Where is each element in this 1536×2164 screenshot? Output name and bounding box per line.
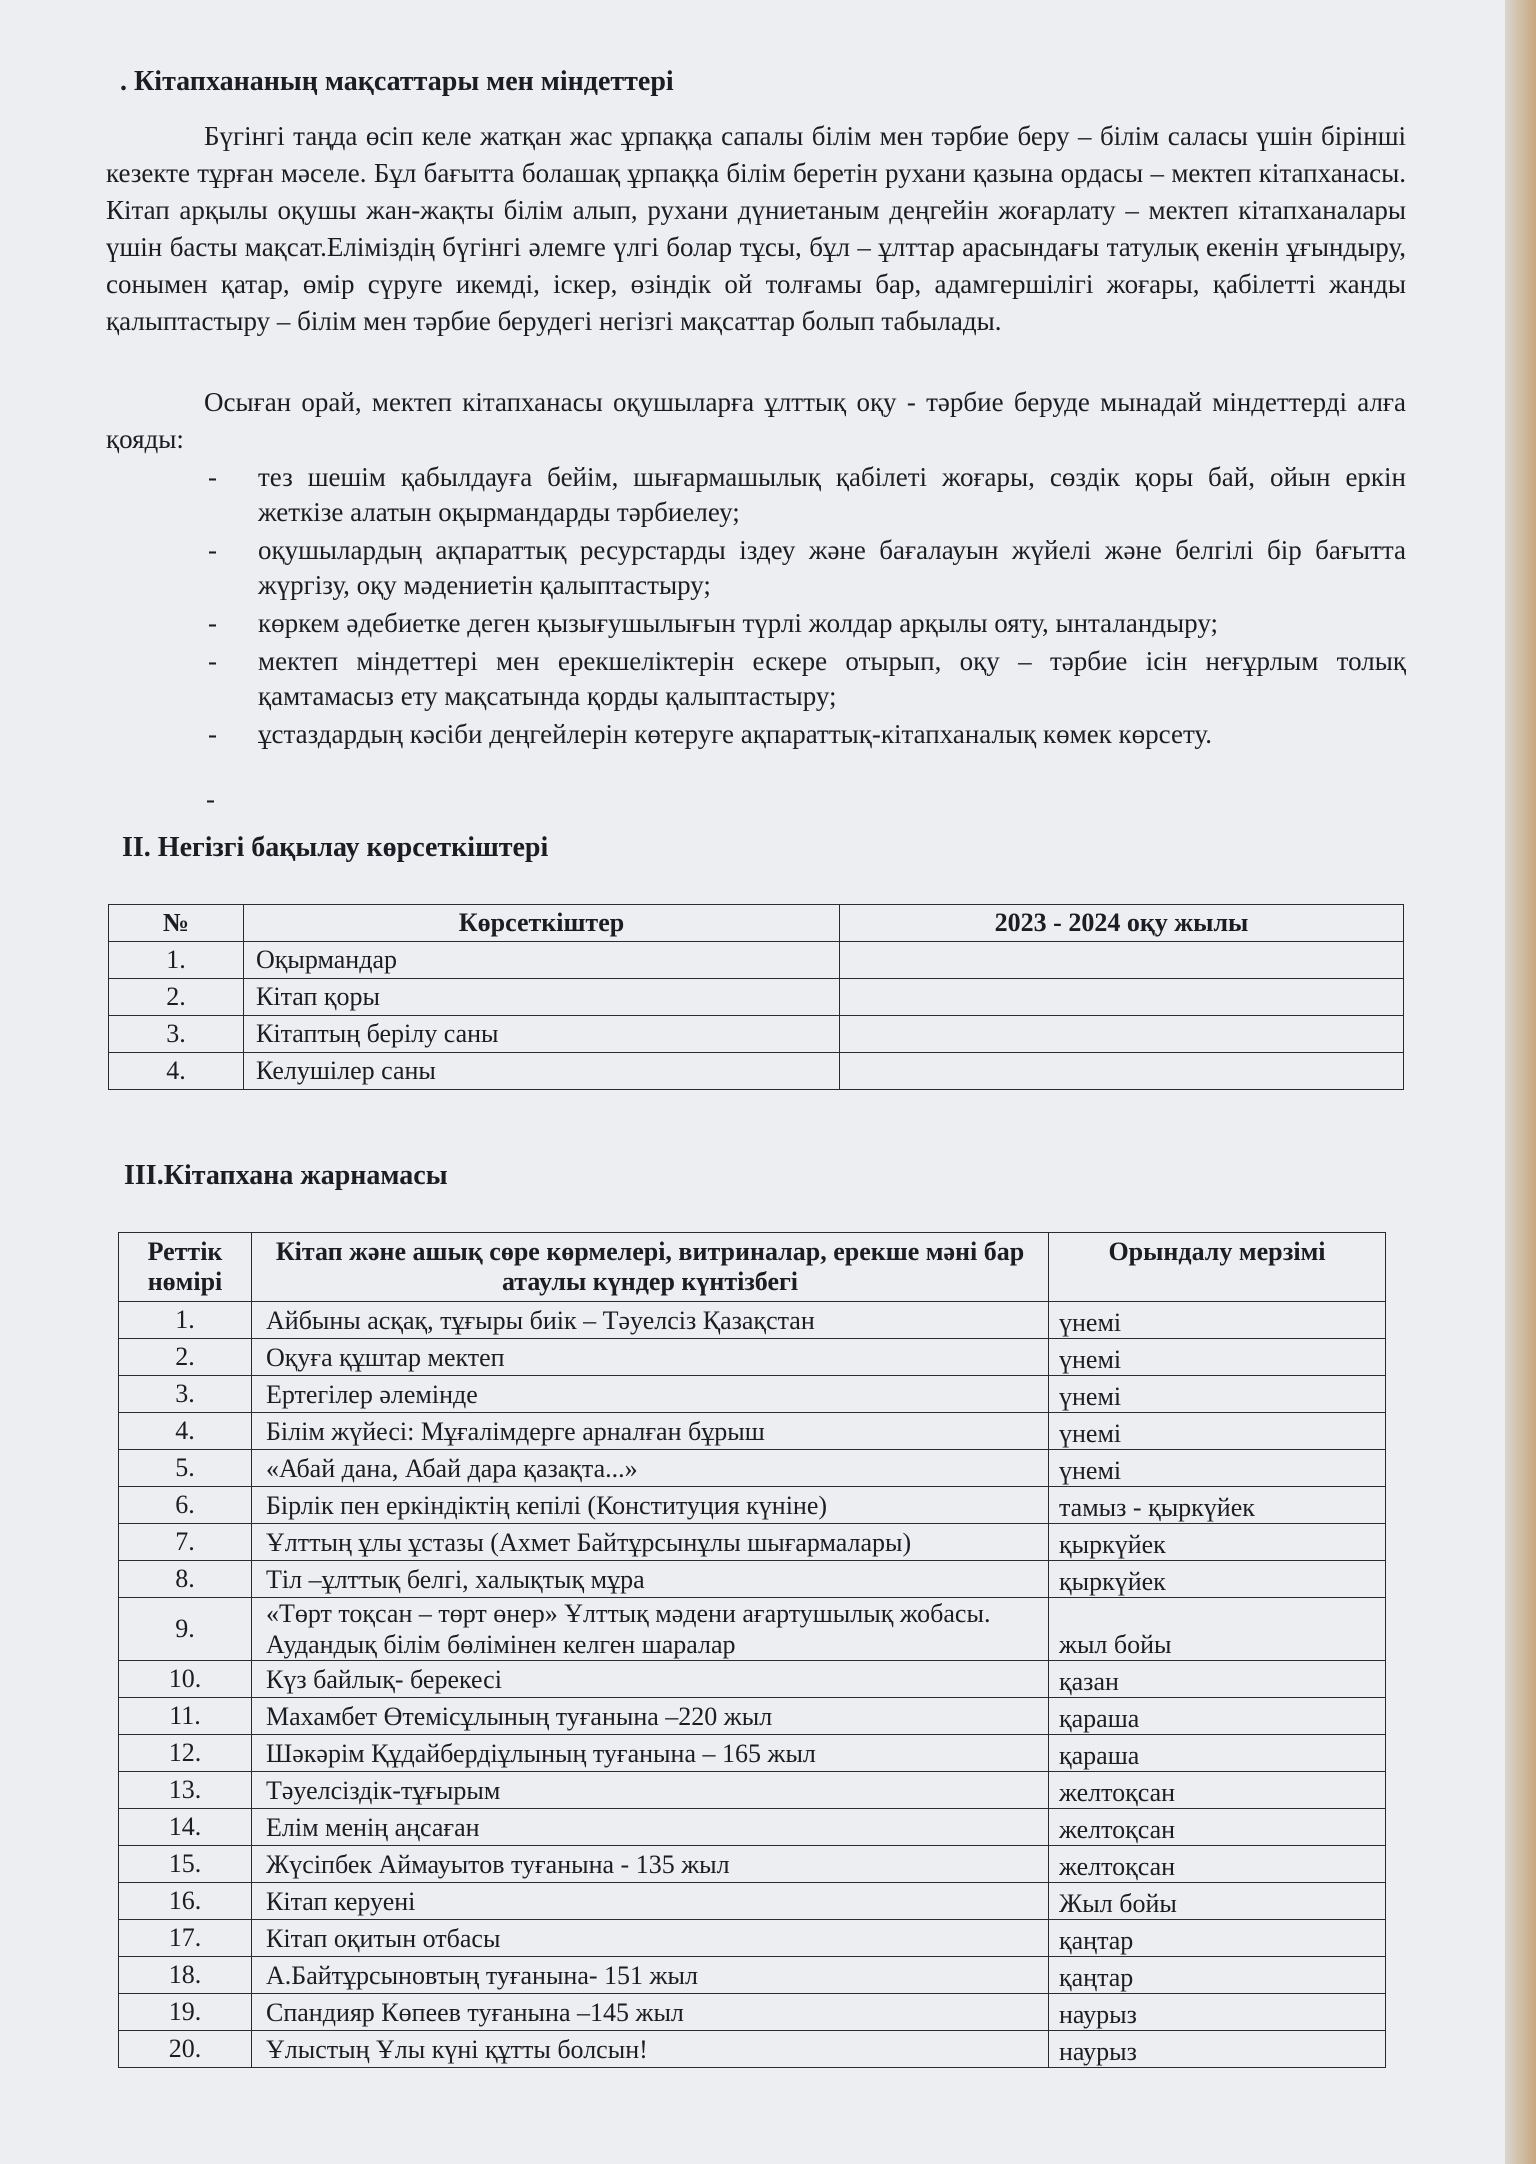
row-term: желтоқсан (1049, 1809, 1386, 1846)
row-event: Ұлыстың Ұлы күні құтты болсын! (252, 2031, 1049, 2068)
table-row (119, 1920, 1386, 1957)
table-row (109, 942, 1404, 979)
row-number: 9. (119, 1598, 252, 1661)
row-term: желтоқсан (1049, 1772, 1386, 1809)
row-number: 4. (109, 1053, 244, 1090)
row-number: 20. (119, 2031, 252, 2068)
row-indicator: Кітап қоры (244, 979, 840, 1016)
row-term: үнемі (1049, 1302, 1386, 1339)
col-event-header: Кітап және ашық сөре көрмелері, витриналар, ерекше мәні бар атаулы күндер күнтізбегі (252, 1233, 1049, 1302)
row-event: Ертегілер әлемінде (252, 1376, 1049, 1413)
row-event: Оқуға құштар мектеп (252, 1339, 1049, 1376)
row-number: 19. (119, 1994, 252, 2031)
row-number: 3. (119, 1376, 252, 1413)
table-row (119, 2031, 1386, 2068)
task-item (106, 533, 1406, 603)
row-number: 14. (119, 1809, 252, 1846)
row-number: 2. (119, 1339, 252, 1376)
row-value (840, 1016, 1404, 1053)
task-item (106, 717, 1406, 752)
task-item (106, 460, 1406, 530)
row-event: «Абай дана, Абай дара қазақта...» (252, 1450, 1049, 1487)
task-text: мектеп міндеттері мен ерекшеліктерін ескере отырып, оқу – тәрбие ісін неғұрлым толық қамтамасыз ету мақсатында қорды қалыптастыру; (258, 646, 1406, 711)
row-event: Елім менің аңсаған (252, 1809, 1049, 1846)
task-list (106, 460, 1406, 755)
table-row (119, 1772, 1386, 1809)
table-row (119, 1524, 1386, 1561)
row-number: 3. (109, 1016, 244, 1053)
col-number-header: № (109, 905, 244, 942)
row-number: 1. (109, 942, 244, 979)
table-row (109, 1053, 1404, 1090)
row-number: 4. (119, 1413, 252, 1450)
table-row (119, 1809, 1386, 1846)
row-event: Шәкәрім Құдайбердіұлының туғанына – 165 жыл (252, 1735, 1049, 1772)
table-row (119, 1339, 1386, 1376)
row-number: 2. (109, 979, 244, 1016)
table-row (119, 1487, 1386, 1524)
row-term: қаңтар (1049, 1957, 1386, 1994)
row-term: Жыл бойы (1049, 1883, 1386, 1920)
row-event: Кітап оқитын отбасы (252, 1920, 1049, 1957)
table-row (109, 979, 1404, 1016)
row-term: қаңтар (1049, 1920, 1386, 1957)
table-row (119, 1661, 1386, 1698)
task-text: көркем әдебиетке деген қызығушылығын түрлі жолдар арқылы ояту, ынталандыру; (258, 608, 1218, 638)
row-event: Күз байлық- берекесі (252, 1661, 1049, 1698)
table-row (119, 1561, 1386, 1598)
row-value (840, 979, 1404, 1016)
row-term: жыл бойы (1049, 1598, 1386, 1661)
advertising-table-body (119, 1302, 1386, 2068)
table-row (119, 1450, 1386, 1487)
paper-edge (1505, 0, 1536, 2164)
table-row (119, 1413, 1386, 1450)
row-number: 16. (119, 1883, 252, 1920)
row-value (840, 942, 1404, 979)
row-event: Білім жүйесі: Мұғалімдерге арналған бұрыш (252, 1413, 1049, 1450)
row-number: 10. (119, 1661, 252, 1698)
table-header-row (119, 1233, 1386, 1302)
task-text: тез шешім қабылдауға бейім, шығармашылық қабілеті жоғары, сөздік қоры бай, ойын еркін жеткізе алатын оқырмандарды тәрбиелеу; (258, 462, 1406, 527)
table-row (119, 1957, 1386, 1994)
row-number: 8. (119, 1561, 252, 1598)
row-number: 7. (119, 1524, 252, 1561)
row-term: наурыз (1049, 1994, 1386, 2031)
row-event: Спандияр Көпеев туғанына –145 жыл (252, 1994, 1049, 2031)
row-number: 5. (119, 1450, 252, 1487)
row-term: қыркүйек (1049, 1561, 1386, 1598)
paragraph1-text: Бүгінгі таңда өсіп келе жатқан жас ұрпаққа сапалы білім мен тәрбие беру – білім саласы үшін бірінші кезекте тұрған мәселе. Бұл бағытта болашақ ұрпаққа білім беретін рухани қазына ордасы – мектеп кітапханасы. Кітап арқылы оқушы жан-жақты білім алып, рухани дүниетаным деңгейін жоғарлату – мектеп кітапханалары үшін басты мақсат.Еліміздің бүгінгі әлемге үлгі болар тұсы, бұл – ұлттар арасындағы татулық екенін ұғындыру, сонымен қатар, өмір сүруге икемді, іскер, өзіндік ой толғамы бар, адамгершілігі жоғары, қабілетті жанды қалыптастыру – білім мен тәрбие берудегі негізгі мақсаттар болып табылады. (106, 121, 1406, 336)
section3-heading: III.Кітапхана жарнамасы (124, 1160, 448, 1191)
row-term: қыркүйек (1049, 1524, 1386, 1561)
row-event: Жүсіпбек Аймауытов туғанына - 135 жыл (252, 1846, 1049, 1883)
col-term-header: Орындалу мерзімі (1049, 1233, 1386, 1302)
paragraph2-text: Осыған орай, мектеп кітапханасы оқушыларға ұлттық оқу - тәрбие беруде мынадай міндеттерді алға қояды: (106, 387, 1406, 454)
row-number: 17. (119, 1920, 252, 1957)
row-number: 13. (119, 1772, 252, 1809)
task-text: ұстаздардың кәсіби деңгейлерін көтеруге ақпараттық-кітапханалық көмек көрсету. (258, 719, 1212, 749)
row-term: үнемі (1049, 1376, 1386, 1413)
advertising-table (118, 1232, 1386, 2068)
row-number: 18. (119, 1957, 252, 1994)
list-dash: - (208, 719, 217, 749)
col-indicator-header: Көрсеткіштер (244, 905, 840, 942)
row-term: үнемі (1049, 1413, 1386, 1450)
row-event: Махамбет Өтемісұлының туғанына –220 жыл (252, 1698, 1049, 1735)
task-item (106, 606, 1406, 641)
table-row (119, 1376, 1386, 1413)
row-event: Кітап керуені (252, 1883, 1049, 1920)
list-dash: - (208, 535, 217, 565)
row-term: үнемі (1049, 1450, 1386, 1487)
row-event: А.Байтұрсыновтың туғанына- 151 жыл (252, 1957, 1049, 1994)
row-term: қазан (1049, 1661, 1386, 1698)
table-row (119, 1883, 1386, 1920)
row-number: 1. (119, 1302, 252, 1339)
list-dash: - (208, 646, 217, 676)
table-header-row (109, 905, 1404, 942)
table-row (119, 1302, 1386, 1339)
section1-paragraph2 (106, 384, 1406, 458)
row-event: Айбыны асқақ, тұғыры биік – Тәуелсіз Қазақстан (252, 1302, 1049, 1339)
task-item (106, 644, 1406, 714)
table-row (119, 1698, 1386, 1735)
table-row (119, 1598, 1386, 1661)
row-event: Тіл –ұлттық белгі, халықтық мұра (252, 1561, 1049, 1598)
row-event: «Төрт тоқсан – төрт өнер» Ұлттық мәдени ағартушылық жобасы. Аудандық білім бөлімінен келген шаралар (252, 1598, 1049, 1661)
row-term: тамыз - қыркүйек (1049, 1487, 1386, 1524)
table-row (119, 1735, 1386, 1772)
row-event: Ұлттың ұлы ұстазы (Ахмет Байтұрсынұлы шығармалары) (252, 1524, 1049, 1561)
section1-heading: . Кітапхананың мақсаттары мен міндеттері (120, 66, 674, 97)
row-term: наурыз (1049, 2031, 1386, 2068)
row-event: Тәуелсіздік-тұғырым (252, 1772, 1049, 1809)
trailing-dash: - (206, 784, 215, 814)
list-dash: - (208, 462, 217, 492)
row-indicator: Кітаптың берілу саны (244, 1016, 840, 1053)
task-text: оқушылардың ақпараттық ресурстарды іздеу және бағалауын жүйелі және белгілі бір бағытта жүргізу, оқу мәдениетін қалыптастыру; (258, 535, 1406, 600)
row-number: 12. (119, 1735, 252, 1772)
col-order-header: Реттік нөмірі (119, 1233, 252, 1302)
row-number: 11. (119, 1698, 252, 1735)
row-indicator: Келушілер саны (244, 1053, 840, 1090)
table-row (119, 1994, 1386, 2031)
row-number: 6. (119, 1487, 252, 1524)
row-term: қараша (1049, 1735, 1386, 1772)
indicators-table (108, 904, 1404, 1090)
row-indicator: Оқырмандар (244, 942, 840, 979)
row-value (840, 1053, 1404, 1090)
table-row (109, 1016, 1404, 1053)
section1-paragraph1 (106, 118, 1406, 340)
row-event: Бірлік пен еркіндіктің кепілі (Конституция күніне) (252, 1487, 1049, 1524)
row-number: 15. (119, 1846, 252, 1883)
row-term: желтоқсан (1049, 1846, 1386, 1883)
row-term: үнемі (1049, 1339, 1386, 1376)
table-row (119, 1846, 1386, 1883)
list-dash: - (208, 608, 217, 638)
row-term: қараша (1049, 1698, 1386, 1735)
col-year-header: 2023 - 2024 оқу жылы (840, 905, 1404, 942)
section2-heading: II. Негізгі бақылау көрсеткіштері (122, 832, 549, 863)
